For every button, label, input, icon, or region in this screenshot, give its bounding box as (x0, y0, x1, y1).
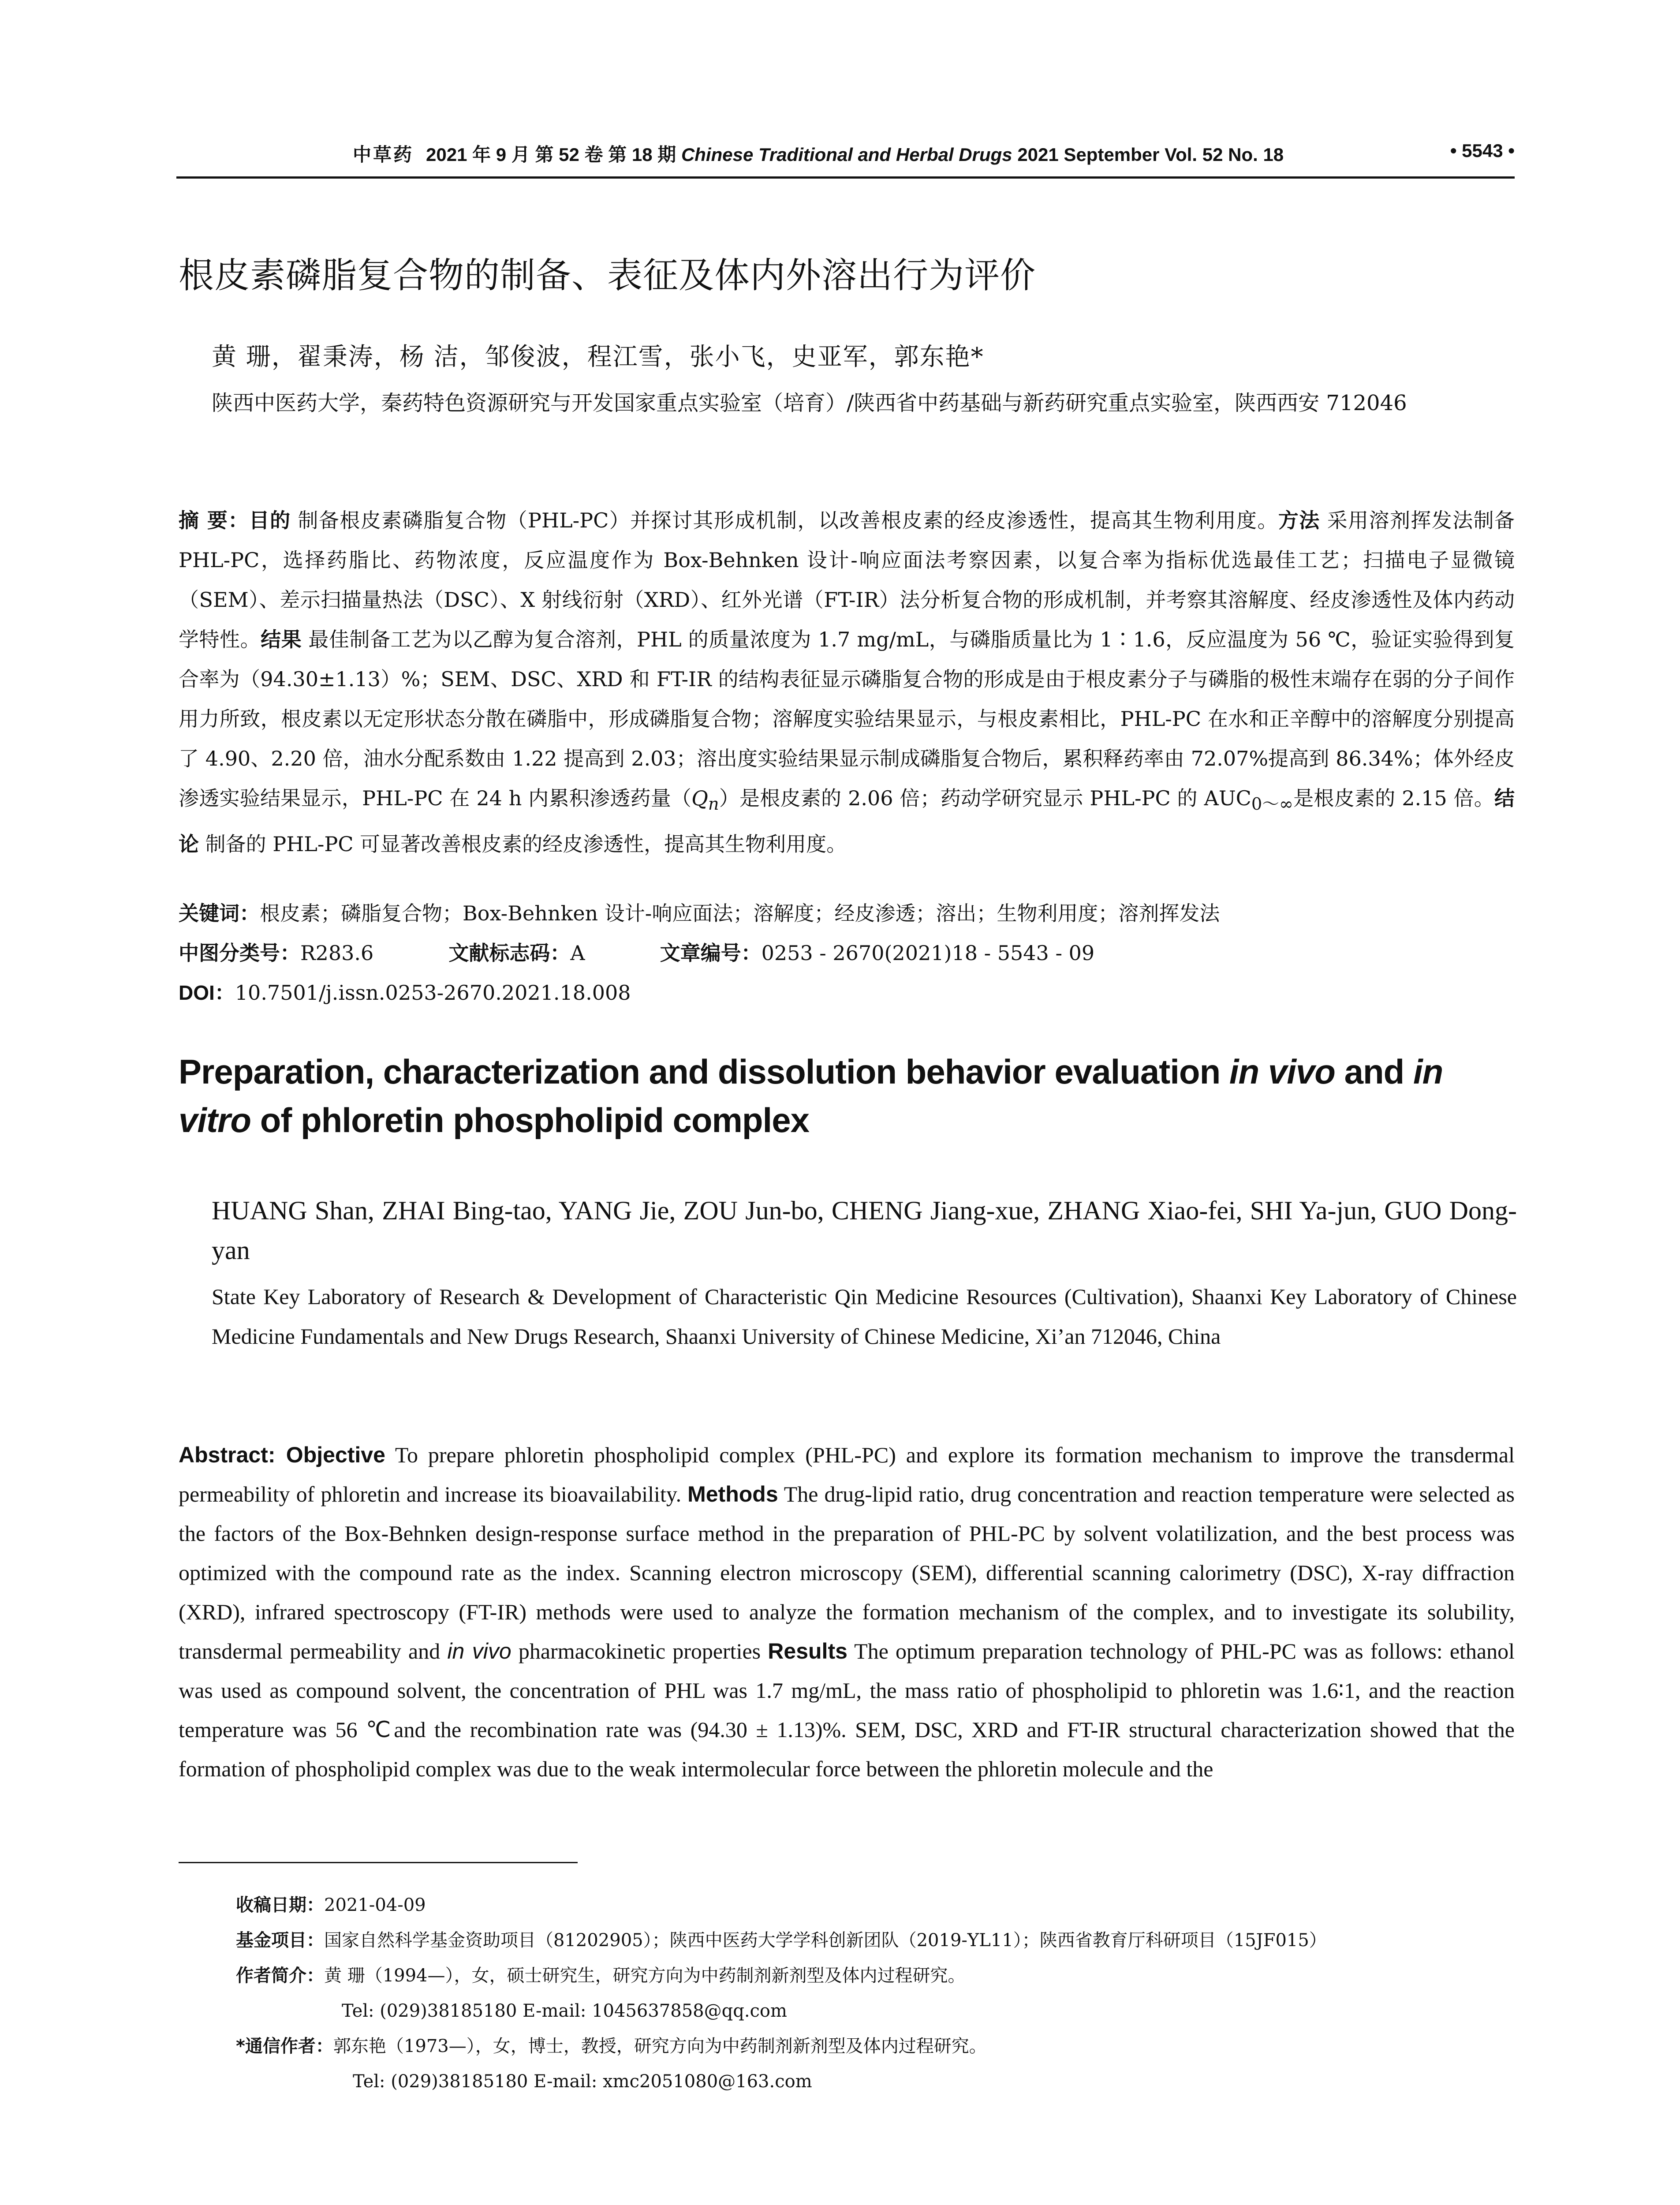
article-no-value: 0253 - 2670(2021)18 - 5543 - 09 (761, 941, 1095, 965)
methods-label-en: Methods (687, 1482, 778, 1506)
doc-code-value: A (570, 941, 585, 965)
methods-label-cn: 方法 (1278, 508, 1320, 532)
title-en-part-a: Preparation, characterization and dissolution behavior evaluation (179, 1052, 1229, 1091)
results-text-cn-c: 是根皮素的 2.15 倍。 (1293, 786, 1494, 810)
title-cn: 根皮素磷脂复合物的制备、表征及体内外溶出行为评价 (179, 255, 1036, 296)
abstract-en (179, 1435, 1515, 1789)
issue-en: 2021 September Vol. 52 No. 18 (1012, 144, 1284, 165)
keywords-cn (179, 897, 1515, 929)
affiliation-en: State Key Laboratory of Research & Development of Characteristic Qin Medicine Resources (Cultivation), Shaanxi Key Laboratory of Chinese Medicine Fundamentals and New Drugs Research, Shaanxi University of Chinese Medicine, Xi’an 712046, China (212, 1284, 1517, 1349)
footnote-corresponding (236, 2029, 1515, 2064)
auc-subscript: 0～∞ (1251, 794, 1293, 815)
corresponding-label: *通信作者： (236, 2036, 333, 2056)
methods-text-en-a: The drug-lipid ratio, drug concentration and reaction temperature were selected as the factors of the Box-Behnken design-response surface method in the preparation of PHL-PC by solvent volatilization, and the best process was optimized with the compound rate as the index. Scanning electron microscopy (SEM), differential scanning calorimetry (DSC), X-ray diffraction (XRD), infrared spectroscopy (FT-IR) methods were used to analyze the formation mechanism of the complex, and to investigate its solubility, transdermal permeability and (179, 1482, 1515, 1663)
doi-value[interactable]: 10.7501/j.issn.0253-2670.2021.18.008 (235, 981, 631, 1005)
objective-label-en: Objective (286, 1443, 385, 1467)
running-header (176, 140, 1515, 171)
conclusion-text-cn: 制备的 PHL-PC 可显著改善根皮素的经皮渗透性，提高其生物利用度。 (199, 832, 847, 856)
journal-name-en: Chinese Traditional and Herbal Drugs (681, 144, 1012, 165)
author-bio-text: 黄 珊（1994—），女，硕士研究生，研究方向为中药制剂新剂型及体内过程研究。 (324, 1966, 966, 1986)
class-label: 中图分类号： (179, 941, 300, 965)
affiliation-cn: 陕西中医药大学，秦药特色资源研究与开发国家重点实验室（培育）/陕西省中药基础与新药研究重点实验室，陕西西安 712046 (212, 391, 1407, 415)
objective-text-en: To prepare phloretin phospholipid complex (PHL-PC) and explore its formation mechanism to improve the transdermal permeability of phloretin and increase its bioavailability. (179, 1443, 1515, 1506)
results-q-symbol: Q (691, 786, 708, 810)
results-text-en: The optimum preparation technology of PHL-PC was as follows: ethanol was used as compound solvent, the concentration of PHL was 1.7 mg/mL, the mass ratio of phospholipid to phloretin was 1.6∶1, and the reaction temperature was 56 ℃and the recombination rate was (94.30 ± 1.13)%. SEM, DSC, XRD and FT-IR structural characterization showed that the formation of phospholipid complex was due to the weak intermolecular force between the phloretin molecule and the (179, 1639, 1515, 1781)
results-text-cn-a: 最佳制备工艺为以乙醇为复合溶剂，PHL 的质量浓度为 1.7 mg/mL，与磷脂质量比为 1∶1.6，反应温度为 56 ℃，验证实验得到复合率为（94.30±1.13）%；SEM、DSC、XRD 和 FT-IR 的结构表征显示磷脂复合物的形成是由于根皮素分子与磷脂的极性末端存在弱的分子间作用力所致，根皮素以无定形状态分散在磷脂中，形成磷脂复合物；溶解度实验结果显示，与根皮素相比，PHL-PC 在水和正辛醇中的溶解度分别提高了 4.90、2.20 倍，油水分配系数由 1.22 提高到 2.03；溶出度实验结果显示制成磷脂复合物后，累积释药率由 72.07%提高到 86.34%；体外经皮渗透实验结果显示，PHL-PC 在 24 h 内累积渗透药量（ (179, 628, 1515, 810)
footnote-received (236, 1887, 1515, 1923)
title-en (179, 1047, 1523, 1144)
authors-cn: 黄 珊，翟秉涛，杨 洁，邹俊波，程江雪，张小飞，史亚军，郭东艳* (212, 343, 984, 371)
footnote-author (236, 1958, 1515, 1993)
results-text-cn-b: ）是根皮素的 2.06 倍；药动学研究显示 PHL-PC 的 AUC (719, 786, 1251, 810)
title-en-part-b: and (1335, 1052, 1413, 1091)
doi-label: DOI： (179, 981, 235, 1004)
page-number: • 5543 • (1450, 140, 1515, 161)
header-rule (176, 176, 1515, 179)
title-en-in-vivo: in vivo (1229, 1052, 1335, 1091)
classification-line (179, 937, 1515, 969)
abstract-label-en: Abstract: (179, 1443, 286, 1467)
corresponding-text: 郭东艳（1973—），女，博士，教授，研究方向为中药制剂新剂型及体内过程研究。 (333, 2036, 987, 2056)
fund-label: 基金项目： (236, 1930, 324, 1951)
objective-text-cn: 制备根皮素磷脂复合物（PHL-PC）并探讨其形成机制，以改善根皮素的经皮渗透性，提高其生物利用度。 (291, 508, 1278, 532)
title-en-in-vitro: in vitro (179, 1052, 1443, 1140)
results-label-en: Results (768, 1639, 847, 1663)
article-no-label: 文章编号： (660, 941, 762, 965)
doc-code-label: 文献标志码： (448, 941, 571, 965)
author-contact: Tel: (029)38185180 E-mail: 1045637858@qq.com (342, 2001, 787, 2021)
footnote-rule (179, 1862, 578, 1863)
footnotes (236, 1887, 1515, 2099)
corresponding-contact: Tel: (029)38185180 E-mail: xmc2051080@163.com (353, 2071, 812, 2092)
keywords-label: 关键词： (179, 901, 260, 925)
results-label-cn: 结果 (261, 628, 302, 651)
class-value: R283.6 (300, 941, 374, 965)
abstract-cn (179, 501, 1515, 864)
doi-line (179, 977, 1515, 1009)
title-en-part-c: of phloretin phospholipid complex (251, 1101, 809, 1140)
objective-label-cn: 目的 (249, 508, 291, 532)
keywords-text: 根皮素；磷脂复合物；Box-Behnken 设计-响应面法；溶解度；经皮渗透；溶出；生物利用度；溶剂挥发法 (260, 901, 1220, 925)
conclusion-label-cn: 结论 (179, 786, 1515, 856)
abstract-label-cn: 摘 要： (179, 508, 249, 532)
methods-in-vivo: in vivo (447, 1639, 511, 1663)
methods-text-cn: 采用溶剂挥发法制备 PHL-PC，选择药脂比、药物浓度，反应温度作为 Box-Behnken 设计-响应面法考察因素，以复合率为指标优选最佳工艺；扫描电子显微镜（SEM）、差示扫描量热法（DSC）、X 射线衍射（XRD）、红外光谱（FT-IR）法分析复合物的形成机制，并考察其溶解度、经皮渗透性及体内药动学特性。 (179, 508, 1515, 651)
fund-text: 国家自然科学基金资助项目（81202905）；陕西中医药大学学科创新团队（2019-YL11）；陕西省教育厅科研项目（15JF015） (324, 1930, 1327, 1951)
methods-text-en-b: pharmacokinetic properties (511, 1639, 768, 1663)
authors-en: HUANG Shan, ZHAI Bing-tao, YANG Jie, ZOU Jun-bo, CHENG Jiang-xue, ZHANG Xiao-fei, SHI Ya-jun, GUO Dong-yan (212, 1196, 1517, 1265)
received-date: 2021-04-09 (324, 1895, 426, 1915)
issue-cn: 2021 年 9 月 第 52 卷 第 18 期 (426, 144, 676, 165)
header-left (353, 140, 1284, 167)
footnote-fund (236, 1923, 1515, 1958)
results-n-subscript: n (708, 794, 719, 815)
received-label: 收稿日期： (236, 1895, 324, 1915)
journal-name-cn: 中草药 (353, 144, 414, 165)
author-bio-label: 作者简介： (236, 1966, 324, 1986)
